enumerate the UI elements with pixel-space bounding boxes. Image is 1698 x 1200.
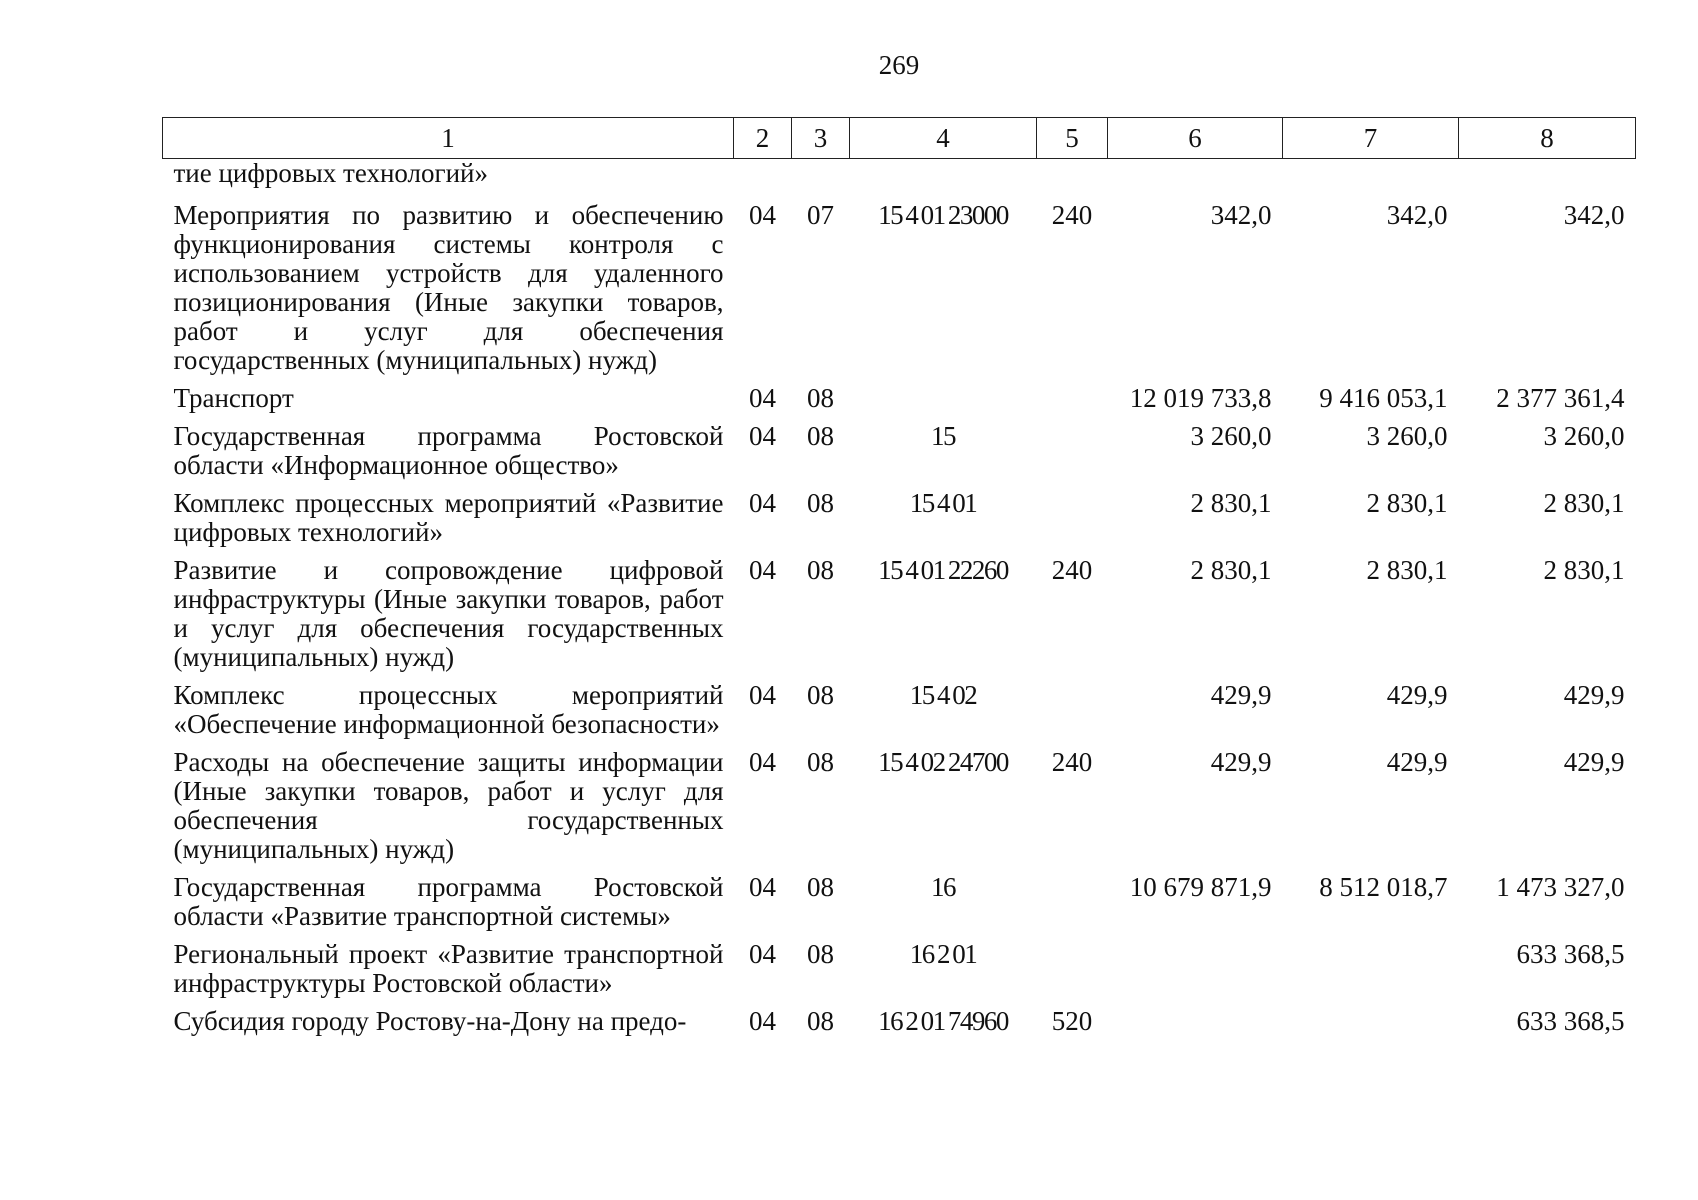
row-csr [850, 159, 1037, 202]
table-row [163, 1007, 1636, 1045]
row-sum-2: 2 830,1 [1366, 488, 1448, 518]
row-csr: 15 4 01 22260 [878, 555, 1008, 585]
row-name: Развитие и сопровождение цифровой инфраструктуры (Иные закупки товаров, работ и услуг для обеспечения государственных (муниципальных) нужд) [173, 555, 724, 672]
header-col-5: 5 [1037, 118, 1108, 159]
table-body [163, 159, 1636, 1046]
row-sum-1: 3 260,0 [1190, 421, 1272, 451]
row-sum-2 [1283, 940, 1459, 1007]
row-vr [1037, 489, 1108, 556]
row-podrazdel: 07 [807, 200, 834, 230]
row-razdel: 04 [749, 747, 776, 777]
row-sum-2: 342,0 [1386, 200, 1448, 230]
row-sum-3: 1 473 327,0 [1496, 872, 1625, 902]
row-csr: 15 4 02 [909, 680, 977, 710]
row-name: Комплекс процессных мероприятий «Обеспечение информационной безопасности» [173, 680, 724, 739]
row-sum-3: 3 260,0 [1543, 421, 1625, 451]
row-sum-3: 2 377 361,4 [1496, 383, 1625, 413]
row-sum-1: 429,9 [1210, 680, 1272, 710]
row-podrazdel: 08 [807, 421, 834, 451]
row-vr [1037, 159, 1108, 202]
row-name: Региональный проект «Развитие транспортной инфраструктуры Ростовской области» [173, 939, 724, 998]
table-row [163, 201, 1636, 384]
row-sum-2: 429,9 [1386, 680, 1448, 710]
header-col-3: 3 [792, 118, 850, 159]
row-podrazdel [792, 159, 850, 202]
row-csr: 16 2 01 [909, 939, 977, 969]
table-row [163, 556, 1636, 681]
row-razdel: 04 [749, 872, 776, 902]
row-razdel [734, 159, 792, 202]
row-sum-1: 429,9 [1210, 747, 1272, 777]
row-podrazdel: 08 [807, 872, 834, 902]
row-vr: 240 [1051, 555, 1093, 585]
row-razdel: 04 [749, 200, 776, 230]
header-col-6: 6 [1108, 118, 1283, 159]
row-razdel: 04 [749, 939, 776, 969]
row-razdel: 04 [749, 1006, 776, 1036]
row-podrazdel: 08 [807, 383, 834, 413]
table-header [163, 118, 1636, 159]
row-sum-1: 10 679 871,9 [1129, 872, 1272, 902]
header-row [163, 118, 1636, 159]
budget-table-container [162, 117, 1635, 1045]
row-sum-1 [1108, 940, 1283, 1007]
row-sum-1 [1108, 159, 1283, 202]
row-vr: 240 [1051, 200, 1093, 230]
table-row [163, 489, 1636, 556]
row-sum-3: 633 368,5 [1516, 1006, 1625, 1036]
header-col-8: 8 [1459, 118, 1636, 159]
row-sum-2: 8 512 018,7 [1319, 872, 1448, 902]
row-razdel: 04 [749, 488, 776, 518]
row-sum-2 [1283, 159, 1459, 202]
row-vr [1037, 873, 1108, 940]
row-name: Мероприятия по развитию и обеспечению функционирования системы контроля с использованием устройств для удаленного позиционирования (Иные закупки товаров, работ и услуг для обеспечения государственных (муниципальных) нужд) [173, 200, 724, 375]
header-col-2: 2 [734, 118, 792, 159]
page-number: 269 [878, 50, 920, 80]
row-razdel: 04 [749, 680, 776, 710]
row-podrazdel: 08 [807, 488, 834, 518]
table-row [163, 384, 1636, 422]
row-sum-2: 429,9 [1386, 747, 1448, 777]
row-name: Государственная программа Ростовской области «Информационное общество» [173, 421, 724, 480]
row-name: Расходы на обеспечение защиты информации (Иные закупки товаров, работ и услуг для обеспечения государственных (муниципальных) нужд) [173, 747, 724, 864]
row-podrazdel: 08 [807, 747, 834, 777]
row-sum-3: 342,0 [1563, 200, 1625, 230]
row-sum-2 [1283, 1007, 1459, 1045]
row-vr: 240 [1051, 747, 1093, 777]
table-row [163, 159, 1636, 202]
row-name: Комплекс процессных мероприятий «Развитие цифровых технологий» [173, 488, 724, 547]
row-sum-3: 429,9 [1563, 680, 1625, 710]
row-razdel: 04 [749, 421, 776, 451]
table-row [163, 873, 1636, 940]
budget-table [162, 117, 1636, 1045]
row-sum-1: 12 019 733,8 [1129, 383, 1272, 413]
row-podrazdel: 08 [807, 1006, 834, 1036]
row-vr [1037, 940, 1108, 1007]
row-razdel: 04 [749, 555, 776, 585]
row-csr: 15 4 02 24700 [878, 747, 1008, 777]
row-name: Транспорт [173, 383, 294, 413]
row-vr [1037, 681, 1108, 748]
row-sum-1: 2 830,1 [1190, 555, 1272, 585]
row-csr: 16 2 01 74960 [878, 1006, 1008, 1036]
row-razdel: 04 [749, 383, 776, 413]
table-row [163, 748, 1636, 873]
row-name: Государственная программа Ростовской области «Развитие транспортной системы» [173, 872, 724, 931]
row-podrazdel: 08 [807, 939, 834, 969]
row-csr: 15 4 01 [909, 488, 977, 518]
header-col-4: 4 [850, 118, 1037, 159]
table-row [163, 940, 1636, 1007]
row-csr: 15 [931, 421, 955, 451]
row-vr [1037, 422, 1108, 489]
row-sum-1: 342,0 [1210, 200, 1272, 230]
header-col-1: 1 [163, 118, 734, 159]
row-vr: 520 [1051, 1006, 1093, 1036]
table-row [163, 681, 1636, 748]
row-sum-1 [1108, 1007, 1283, 1045]
row-sum-3: 429,9 [1563, 747, 1625, 777]
row-sum-3: 633 368,5 [1516, 939, 1625, 969]
row-sum-1: 2 830,1 [1190, 488, 1272, 518]
row-sum-2: 9 416 053,1 [1319, 383, 1448, 413]
row-podrazdel: 08 [807, 555, 834, 585]
row-sum-2: 2 830,1 [1366, 555, 1448, 585]
row-csr: 15 4 01 23000 [878, 200, 1008, 230]
row-podrazdel: 08 [807, 680, 834, 710]
table-row [163, 422, 1636, 489]
row-name: Субсидия городу Ростову-на-Дону на предо- [173, 1006, 687, 1036]
row-vr [1037, 384, 1108, 422]
row-sum-2: 3 260,0 [1366, 421, 1448, 451]
row-csr [850, 384, 1037, 422]
row-csr: 16 [931, 872, 955, 902]
row-sum-3: 2 830,1 [1543, 555, 1625, 585]
header-col-7: 7 [1283, 118, 1459, 159]
row-name: тие цифровых технологий» [173, 158, 488, 188]
row-sum-3: 2 830,1 [1543, 488, 1625, 518]
row-sum-3 [1459, 159, 1636, 202]
